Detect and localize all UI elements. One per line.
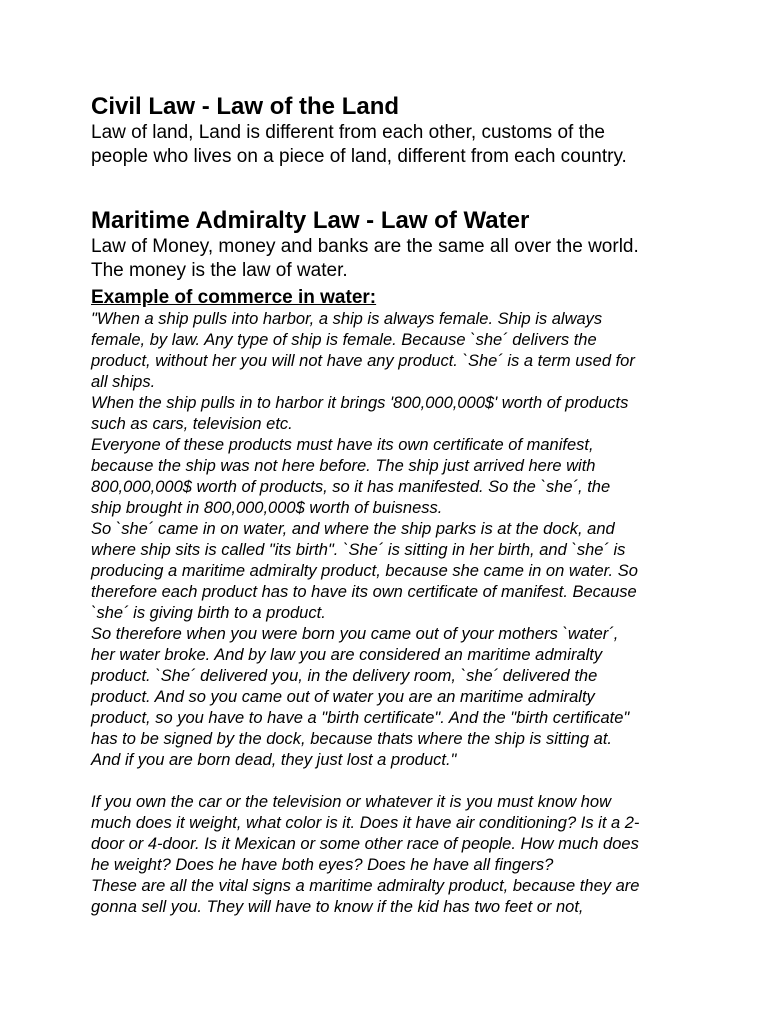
section-spacer	[91, 169, 691, 207]
paragraph-spacer	[91, 771, 691, 792]
closing-line: gonna sell you. They will have to know if the kid has two feet or not,	[91, 898, 584, 916]
quote-line: where ship sits is called "its birth". `She´ is sitting in her birth, and `she´ is	[91, 541, 626, 559]
quote-line: product. `She´ delivered you, in the delivery room, `she´ delivered the	[91, 667, 598, 685]
closing-line: If you own the car or the television or whatever it is you must know how	[91, 793, 611, 811]
quote-line: product, without her you will not have any product. `She´ is a term used for	[91, 352, 635, 370]
quote-line: ship brought in 800,000,000$ worth of buisness.	[91, 499, 443, 517]
quote-line: "When a ship pulls into harbor, a ship is always female. Ship is always	[91, 310, 603, 328]
example-heading: Example of commerce in water:	[91, 287, 377, 308]
quote-line: And if you are born dead, they just lost a product."	[91, 751, 457, 769]
quote-line: So therefore when you were born you came out of your mothers `water´,	[91, 625, 619, 643]
quote-line: all ships.	[91, 373, 156, 391]
civil-law-heading: Civil Law - Law of the Land	[91, 93, 400, 120]
quote-line: product, so you have to have a "birth certificate". And the "birth certificate"	[91, 709, 630, 727]
quote-line: therefore each product has to have its own certificate of manifest. Because	[91, 583, 637, 601]
closing-line: much does it weight, what color is it. Does it have air conditioning? Is it a 2-	[91, 814, 640, 832]
civil-law-line-1: Law of land, Land is different from each other, customs of the	[91, 122, 606, 143]
maritime-law-heading: Maritime Admiralty Law - Law of Water	[91, 207, 530, 234]
maritime-law-line-2: The money is the law of water.	[91, 260, 348, 281]
quote-line: When the ship pulls in to harbor it brings '800,000,000$' worth of products	[91, 394, 629, 412]
quote-line: `she´ is giving birth to a product.	[91, 604, 326, 622]
quote-line: female, by law. Any type of ship is female. Because `she´ delivers the	[91, 331, 597, 349]
closing-line: door or 4-door. Is it Mexican or some other race of people. How much does	[91, 835, 639, 853]
quote-line: Everyone of these products must have its own certificate of manifest,	[91, 436, 594, 454]
quote-line: her water broke. And by law you are considered an maritime admiralty	[91, 646, 603, 664]
quote-line: 800,000,000$ worth of products, so it has manifested. So the `she´, the	[91, 478, 611, 496]
quote-line: So `she´ came in on water, and where the ship parks is at the dock, and	[91, 520, 615, 538]
closing-line: he weight? Does he have both eyes? Does he have all fingers?	[91, 856, 554, 874]
closing-line: These are all the vital signs a maritime admiralty product, because they are	[91, 877, 640, 895]
quote-line: product. And so you came out of water you are an maritime admiralty	[91, 688, 595, 706]
quote-line: because the ship was not here before. The ship just arrived here with	[91, 457, 596, 475]
closing-block	[91, 792, 691, 918]
document-page	[91, 93, 691, 918]
maritime-law-line-1: Law of Money, money and banks are the same all over the world.	[91, 236, 639, 257]
civil-law-line-2: people who lives on a piece of land, different from each country.	[91, 146, 627, 167]
quote-line: has to be signed by the dock, because thats where the ship is sitting at.	[91, 730, 612, 748]
quote-line: such as cars, television etc.	[91, 415, 293, 433]
quote-line: producing a maritime admiralty product, because she came in on water. So	[91, 562, 638, 580]
quote-block	[91, 309, 691, 771]
